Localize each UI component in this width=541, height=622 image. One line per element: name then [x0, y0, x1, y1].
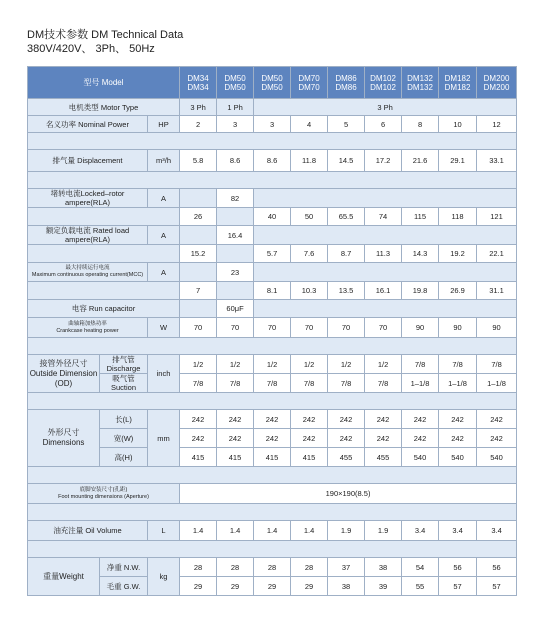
- value-cell: 242: [180, 410, 217, 429]
- value-cell: 8.1: [254, 282, 291, 300]
- value-cell: 7/8: [365, 374, 402, 393]
- value-cell: 8.7: [328, 245, 365, 263]
- value-cell: 10: [439, 116, 477, 133]
- value-cell: 121: [477, 208, 517, 226]
- mcc-label-row: [28, 263, 517, 282]
- value-cell: 1.4: [180, 521, 217, 541]
- value-cell: 540: [439, 448, 477, 467]
- value-cell: 90: [402, 318, 439, 338]
- value-cell: 242: [402, 429, 439, 448]
- model-cell: DM102 DM102: [365, 67, 402, 99]
- value-cell: 70: [291, 318, 328, 338]
- value-cell: 28: [217, 558, 254, 577]
- value-cell: 540: [402, 448, 439, 467]
- value-cell: 31.1: [477, 282, 517, 300]
- dims-label: 外形尺寸 Dimensions: [28, 410, 100, 467]
- value-cell: 11.3: [365, 245, 402, 263]
- value-cell: 3 Ph: [254, 99, 517, 116]
- value-cell: 242: [365, 410, 402, 429]
- value-cell: 29.1: [439, 150, 477, 172]
- value-cell: 28: [180, 558, 217, 577]
- motor-type-row: [28, 99, 517, 116]
- weight-nw-row: [28, 558, 517, 577]
- row-label: 排气量 Displacement: [28, 150, 148, 172]
- value-cell: 1/2: [328, 355, 365, 374]
- value-cell: 70: [365, 318, 402, 338]
- row-label: 曲轴箱加热功率 Crankcase heating power: [28, 318, 148, 338]
- value-cell: 1/2: [365, 355, 402, 374]
- model-cell: DM182 DM182: [439, 67, 477, 99]
- value-cell: 19.8: [402, 282, 439, 300]
- value-cell: 90: [477, 318, 517, 338]
- nominal-power-row: [28, 116, 517, 133]
- value-cell: 1/2: [254, 355, 291, 374]
- model-cell: DM34 DM34: [180, 67, 217, 99]
- value-cell: 28: [291, 558, 328, 577]
- value-cell: 7.6: [291, 245, 328, 263]
- value-cell: 10.3: [291, 282, 328, 300]
- value-cell: 1/2: [217, 355, 254, 374]
- value-cell: 29: [180, 577, 217, 596]
- value-cell: 28: [254, 558, 291, 577]
- value-cell: 455: [365, 448, 402, 467]
- row-label: 堵转电流Locked–rotor ampere(RLA): [28, 189, 148, 208]
- value-cell: 5.7: [254, 245, 291, 263]
- value-cell: 54: [402, 558, 439, 577]
- displacement-row: [28, 150, 517, 172]
- od-discharge-row: [28, 355, 517, 374]
- value-cell: 1–1/8: [402, 374, 439, 393]
- value-cell: 8.6: [217, 150, 254, 172]
- unit-cell: A: [148, 263, 180, 282]
- value-cell: 8: [402, 116, 439, 133]
- value-cell: 540: [477, 448, 517, 467]
- value-cell: 242: [328, 410, 365, 429]
- unit-cell: A: [148, 189, 180, 208]
- value-cell: 3 Ph: [180, 99, 217, 116]
- value-cell: 242: [439, 410, 477, 429]
- value-cell: 7/8: [439, 355, 477, 374]
- value-cell: 7/8: [180, 374, 217, 393]
- value-cell: 3.4: [402, 521, 439, 541]
- value-cell: 5: [328, 116, 365, 133]
- value-cell: 13.5: [328, 282, 365, 300]
- value-cell: 7/8: [477, 355, 517, 374]
- lra-values-row: [28, 208, 517, 226]
- model-cell: DM86 DM86: [328, 67, 365, 99]
- value-cell: 55: [402, 577, 439, 596]
- separator-row: [28, 172, 517, 189]
- value-cell: 22.1: [477, 245, 517, 263]
- row-label: 电容 Run capacitor: [28, 300, 180, 318]
- model-cell: DM50 DM50: [217, 67, 254, 99]
- length-label: 长(L): [100, 410, 148, 429]
- model-header-row: [28, 67, 517, 99]
- value-cell: 242: [291, 429, 328, 448]
- value-cell: 37: [328, 558, 365, 577]
- value-cell: 242: [477, 429, 517, 448]
- value-cell: 70: [254, 318, 291, 338]
- value-cell: 57: [477, 577, 517, 596]
- nw-label: 净重 N.W.: [100, 558, 148, 577]
- unit-cell: kg: [148, 558, 180, 596]
- value-cell: 1–1/8: [477, 374, 517, 393]
- value-cell: 70: [328, 318, 365, 338]
- value-cell: 40: [254, 208, 291, 226]
- value-cell: 29: [217, 577, 254, 596]
- value-cell: 70: [217, 318, 254, 338]
- weight-label: 重量Weight: [28, 558, 100, 596]
- value-cell: 14.3: [402, 245, 439, 263]
- value-cell: 3.4: [439, 521, 477, 541]
- value-cell: 82: [217, 189, 254, 208]
- page-title: DM技术参数 DM Technical Data: [27, 29, 184, 41]
- value-cell: 242: [217, 410, 254, 429]
- value-cell: 242: [477, 410, 517, 429]
- unit-cell: W: [148, 318, 180, 338]
- dims-height-row: [28, 448, 517, 467]
- separator-row: [28, 467, 517, 484]
- unit-cell: L: [148, 521, 180, 541]
- unit-cell: HP: [148, 116, 180, 133]
- value-cell: 242: [365, 429, 402, 448]
- value-cell: 7/8: [254, 374, 291, 393]
- foot-mount-row: [28, 484, 517, 504]
- value-cell: 242: [254, 410, 291, 429]
- value-cell: 17.2: [365, 150, 402, 172]
- value-cell: 56: [439, 558, 477, 577]
- value-cell: 415: [291, 448, 328, 467]
- value-cell: 5.8: [180, 150, 217, 172]
- value-cell: 21.6: [402, 150, 439, 172]
- value-cell: 60μF: [217, 300, 254, 318]
- value-cell: 3: [217, 116, 254, 133]
- model-cell: DM50 DM50: [254, 67, 291, 99]
- value-cell: 415: [217, 448, 254, 467]
- value-cell: 16.4: [217, 226, 254, 245]
- value-cell: 242: [180, 429, 217, 448]
- dims-width-row: [28, 429, 517, 448]
- mcc-values-row: [28, 282, 517, 300]
- value-cell: 190×190(8.5): [180, 484, 517, 504]
- value-cell: 33.1: [477, 150, 517, 172]
- row-label: 最大持续运行电流 Maximum continuous operating current(MCC): [28, 263, 148, 282]
- value-cell: 70: [180, 318, 217, 338]
- separator-row: [28, 133, 517, 150]
- value-cell: 455: [328, 448, 365, 467]
- unit-cell: inch: [148, 355, 180, 393]
- value-cell: 2: [180, 116, 217, 133]
- model-label: 型号 Model: [28, 67, 180, 99]
- value-cell: 4: [291, 116, 328, 133]
- row-label: 电机类型 Motor Type: [28, 99, 180, 116]
- value-cell: 65.5: [328, 208, 365, 226]
- value-cell: 115: [402, 208, 439, 226]
- value-cell: 7/8: [328, 374, 365, 393]
- value-cell: 19.2: [439, 245, 477, 263]
- value-cell: 7: [180, 282, 217, 300]
- value-cell: 242: [254, 429, 291, 448]
- value-cell: 26.9: [439, 282, 477, 300]
- value-cell: 29: [254, 577, 291, 596]
- value-cell: 242: [439, 429, 477, 448]
- value-cell: 1.4: [291, 521, 328, 541]
- discharge-label: 排气管 Discharge: [100, 355, 148, 374]
- value-cell: 26: [180, 208, 217, 226]
- value-cell: 242: [217, 429, 254, 448]
- value-cell: 14.5: [328, 150, 365, 172]
- technical-data-table: [27, 66, 517, 596]
- value-cell: 38: [365, 558, 402, 577]
- separator-row: [28, 541, 517, 558]
- value-cell: 38: [328, 577, 365, 596]
- lra-label-row: [28, 189, 517, 208]
- value-cell: 57: [439, 577, 477, 596]
- value-cell: 90: [439, 318, 477, 338]
- weight-gw-row: [28, 577, 517, 596]
- value-cell: 23: [217, 263, 254, 282]
- value-cell: 118: [439, 208, 477, 226]
- separator-row: [28, 393, 517, 410]
- page-subtitle: 380V/420V、 3Ph、 50Hz: [27, 43, 155, 55]
- value-cell: 7/8: [402, 355, 439, 374]
- value-cell: 1.9: [328, 521, 365, 541]
- separator-row: [28, 338, 517, 355]
- value-cell: 12: [477, 116, 517, 133]
- gw-label: 毛重 G.W.: [100, 577, 148, 596]
- value-cell: 415: [180, 448, 217, 467]
- value-cell: 29: [291, 577, 328, 596]
- crankcase-row: [28, 318, 517, 338]
- page-header: [27, 28, 183, 56]
- height-label: 高(H): [100, 448, 148, 467]
- suction-label: 吸气管 Suction: [100, 374, 148, 393]
- value-cell: 74: [365, 208, 402, 226]
- row-label: 额定负载电流 Rated load ampere(RLA): [28, 226, 148, 245]
- run-capacitor-row: [28, 300, 517, 318]
- row-label: 名义功率 Nominal Power: [28, 116, 148, 133]
- value-cell: 1–1/8: [439, 374, 477, 393]
- value-cell: 1/2: [291, 355, 328, 374]
- value-cell: 1 Ph: [217, 99, 254, 116]
- value-cell: 242: [402, 410, 439, 429]
- od-suction-row: [28, 374, 517, 393]
- model-cell: DM70 DM70: [291, 67, 328, 99]
- separator-row: [28, 504, 517, 521]
- model-cell: DM132 DM132: [402, 67, 439, 99]
- value-cell: 6: [365, 116, 402, 133]
- value-cell: 7/8: [217, 374, 254, 393]
- value-cell: 1/2: [180, 355, 217, 374]
- od-label: 接管外径尺寸 Outside Dimension (OD): [28, 355, 100, 393]
- value-cell: 242: [328, 429, 365, 448]
- value-cell: 1.9: [365, 521, 402, 541]
- value-cell: 16.1: [365, 282, 402, 300]
- value-cell: 1.4: [217, 521, 254, 541]
- value-cell: 1.4: [254, 521, 291, 541]
- unit-cell: m³/h: [148, 150, 180, 172]
- unit-cell: mm: [148, 410, 180, 467]
- value-cell: 11.8: [291, 150, 328, 172]
- value-cell: 39: [365, 577, 402, 596]
- value-cell: 3: [254, 116, 291, 133]
- value-cell: 7/8: [291, 374, 328, 393]
- rla-values-row: [28, 245, 517, 263]
- value-cell: 415: [254, 448, 291, 467]
- value-cell: 56: [477, 558, 517, 577]
- width-label: 宽(W): [100, 429, 148, 448]
- value-cell: 15.2: [180, 245, 217, 263]
- row-label: 底脚安装尺寸(孔距) Foot mounting dimensions (Aperture): [28, 484, 180, 504]
- value-cell: 3.4: [477, 521, 517, 541]
- row-label: 油充注量 Oil Volume: [28, 521, 148, 541]
- value-cell: 8.6: [254, 150, 291, 172]
- rla-label-row: [28, 226, 517, 245]
- value-cell: 242: [291, 410, 328, 429]
- model-cell: DM200 DM200: [477, 67, 517, 99]
- value-cell: 50: [291, 208, 328, 226]
- unit-cell: A: [148, 226, 180, 245]
- oil-volume-row: [28, 521, 517, 541]
- dims-length-row: [28, 410, 517, 429]
